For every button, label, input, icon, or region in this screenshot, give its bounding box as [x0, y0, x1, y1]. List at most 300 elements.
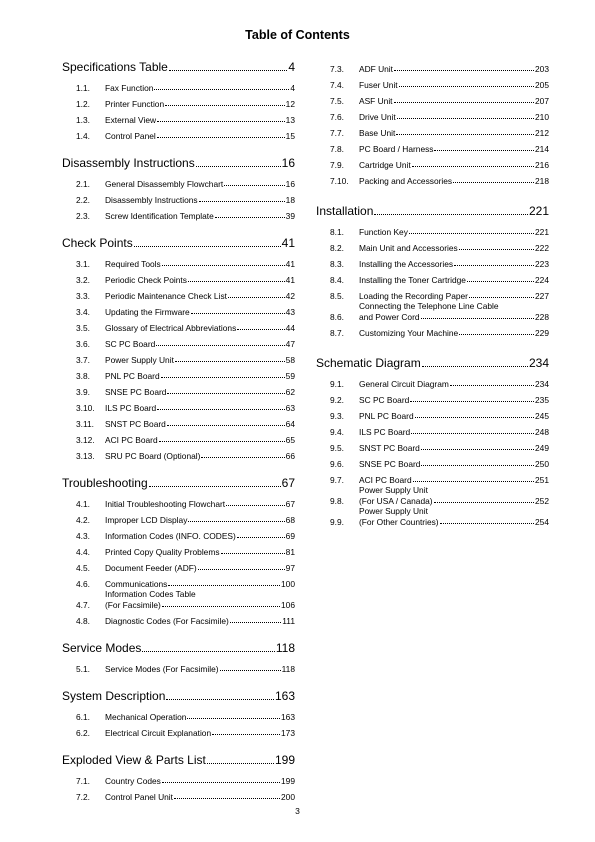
entry-label-wrap [105, 179, 295, 190]
toc-section [62, 234, 295, 461]
toc-section [316, 202, 549, 338]
entry-label-wrap [105, 589, 295, 610]
section-page-number: 118 [275, 641, 295, 655]
dot-leader [196, 166, 281, 167]
dot-leader [166, 699, 274, 700]
toc-entry[interactable] [316, 285, 549, 301]
toc-entry[interactable] [62, 189, 295, 205]
entry-number: 3.4. [76, 306, 90, 317]
toc-entry[interactable] [316, 269, 549, 285]
dot-leader [453, 182, 534, 183]
toc-section-heading[interactable] [62, 639, 295, 655]
section-page-number: 41 [281, 236, 295, 250]
dot-leader [459, 249, 534, 250]
entry-page-number: 249 [535, 442, 549, 453]
dot-leader [188, 281, 285, 282]
entry-page-number: 205 [535, 79, 549, 90]
toc-entry[interactable] [62, 541, 295, 557]
toc-entry[interactable] [62, 445, 295, 461]
entry-label-wrap [359, 411, 549, 422]
dot-leader [187, 718, 280, 719]
entry-number: 7.4. [330, 79, 344, 90]
entry-number: 9.7. [330, 474, 344, 485]
dot-leader [459, 334, 534, 335]
entry-page-number: 18 [285, 194, 295, 205]
entry-page-number: 250 [535, 458, 549, 469]
entry-label-wrap [359, 275, 549, 286]
entry-label-wrap [105, 563, 295, 574]
entry-label-continued [359, 517, 549, 528]
entry-page-number: 200 [281, 791, 295, 802]
entry-number: 3.13. [76, 450, 95, 461]
entry-label: Diagnostic Codes (For Facsimile) [105, 615, 229, 626]
section-title: Service Modes [62, 641, 142, 655]
entry-label: Fax Function [105, 82, 154, 93]
entry-page-number: 66 [285, 450, 295, 461]
toc-entry[interactable] [316, 405, 549, 421]
entry-label: ADF Unit [359, 63, 393, 74]
dot-leader [409, 233, 534, 234]
dot-leader [412, 166, 534, 167]
section-page-number: 234 [528, 356, 549, 370]
entry-page-number: 163 [281, 711, 295, 722]
dot-leader [396, 134, 534, 135]
entry-number: 4.3. [76, 530, 90, 541]
entry-label-line2: and Power Cord [359, 311, 420, 322]
dot-leader [201, 457, 284, 458]
entry-label: Printer Function [105, 98, 165, 109]
entry-label: SNSE PC Board [105, 386, 167, 397]
entry-number: 2.2. [76, 194, 90, 205]
entry-number: 4.2. [76, 514, 90, 525]
entry-number: 1.4. [76, 130, 90, 141]
entry-page-number: 81 [285, 546, 295, 557]
toc-entry[interactable] [62, 77, 295, 93]
entry-number: 1.2. [76, 98, 90, 109]
entry-label-wrap [105, 499, 295, 510]
toc-entry[interactable] [316, 389, 549, 405]
entry-label-wrap [359, 379, 549, 390]
toc-section-heading[interactable] [62, 58, 295, 74]
entry-page-number: 207 [535, 95, 549, 106]
toc-section [62, 58, 295, 141]
toc-entry[interactable] [316, 485, 549, 506]
entry-page-number: 106 [281, 599, 295, 610]
toc-entry[interactable] [62, 722, 295, 738]
entry-number: 4.8. [76, 615, 90, 626]
entry-label-wrap [359, 176, 549, 187]
entry-number: 3.12. [76, 434, 95, 445]
entry-number: 7.7. [330, 127, 344, 138]
dot-leader [440, 523, 534, 524]
entry-label-wrap [105, 776, 295, 787]
entry-number: 9.5. [330, 442, 344, 453]
toc-entry[interactable] [62, 397, 295, 413]
dot-leader [161, 377, 285, 378]
entry-label: Drive Unit [359, 111, 396, 122]
toc-entry[interactable] [62, 786, 295, 802]
dot-leader [156, 345, 284, 346]
entry-label-wrap [359, 112, 549, 123]
toc-entry[interactable] [62, 429, 295, 445]
entry-page-number: 111 [282, 615, 295, 626]
entry-label-wrap [359, 506, 549, 527]
entry-page-number: 13 [285, 114, 295, 125]
entry-page-number: 64 [285, 418, 295, 429]
toc-entry[interactable] [62, 706, 295, 722]
entry-label-wrap [105, 664, 295, 675]
toc-section-heading[interactable] [62, 751, 295, 767]
entry-label-wrap [105, 355, 295, 366]
entry-label: SC PC Board [359, 394, 410, 405]
entry-page-number: 214 [535, 143, 549, 154]
entry-page-number: 210 [535, 111, 549, 122]
dot-leader [450, 385, 534, 386]
entry-label: Information Codes Table [105, 589, 196, 599]
page-number: 3 [295, 806, 300, 816]
entry-label-wrap [105, 339, 295, 350]
entry-page-number: 65 [285, 434, 295, 445]
entry-label: Control Panel [105, 130, 156, 141]
dot-leader [413, 481, 534, 482]
toc-section [316, 58, 549, 186]
entry-number: 3.8. [76, 370, 90, 381]
entry-page-number: 15 [285, 130, 295, 141]
toc-entry[interactable] [62, 301, 295, 317]
entry-label: Periodic Maintenance Check List [105, 290, 227, 301]
entry-label: Mechanical Operation [105, 711, 187, 722]
entry-label-wrap [359, 328, 549, 339]
entry-page-number: 173 [281, 727, 295, 738]
toc-section-heading[interactable] [62, 154, 295, 170]
entry-number: 9.6. [330, 458, 344, 469]
entry-number: 7.3. [330, 63, 344, 74]
entry-label: PC Board / Harness [359, 143, 434, 154]
entry-number: 1.3. [76, 114, 90, 125]
toc-entry[interactable] [316, 469, 549, 485]
entry-label: Fuser Unit [359, 79, 398, 90]
entry-label: SNSE PC Board [359, 458, 421, 469]
entry-page-number: 58 [285, 354, 295, 365]
toc-entry[interactable] [316, 106, 549, 122]
entry-label: PNL PC Board [359, 410, 414, 421]
entry-label: Power Supply Unit [105, 354, 174, 365]
dot-leader [226, 505, 285, 506]
entry-page-number: 227 [535, 290, 549, 301]
entry-number: 6.1. [76, 711, 90, 722]
entry-label-wrap [105, 371, 295, 382]
entry-label-wrap [105, 712, 295, 723]
entry-number: 4.1. [76, 498, 90, 509]
section-page-number: 67 [281, 476, 295, 490]
toc-entry[interactable] [62, 317, 295, 333]
toc-entry[interactable] [62, 557, 295, 573]
section-title: Disassembly Instructions [62, 156, 195, 170]
entry-number: 7.10. [330, 175, 349, 186]
section-page-number: 163 [274, 689, 295, 703]
dot-leader [169, 70, 287, 71]
entry-number: 8.7. [330, 327, 344, 338]
dot-leader [394, 102, 535, 103]
entry-label: External View [105, 114, 157, 125]
toc-entry[interactable] [62, 253, 295, 269]
toc-entry[interactable] [316, 58, 549, 74]
page-title: Table of Contents [245, 28, 350, 42]
entry-label-continued [359, 312, 549, 323]
entry-label-wrap [105, 403, 295, 414]
dot-leader [212, 734, 280, 735]
dot-leader [374, 214, 528, 215]
toc-entry[interactable] [62, 573, 295, 589]
entry-label-wrap [359, 395, 549, 406]
toc-section [62, 751, 295, 802]
toc-entry[interactable] [62, 269, 295, 285]
entry-number: 4.5. [76, 562, 90, 573]
section-title: Troubleshooting [62, 476, 148, 490]
entry-label: Service Modes (For Facsimile) [105, 663, 219, 674]
toc-entry[interactable] [316, 506, 549, 527]
entry-page-number: 224 [535, 274, 549, 285]
toc-entry[interactable] [316, 301, 549, 322]
entry-label-wrap [105, 291, 295, 302]
entry-number: 8.3. [330, 258, 344, 269]
entry-label-wrap [105, 579, 295, 590]
dot-leader [154, 89, 289, 90]
section-title: Schematic Diagram [316, 356, 421, 370]
section-title: Specifications Table [62, 60, 168, 74]
entry-label-wrap [359, 427, 549, 438]
toc-section-heading[interactable] [316, 202, 549, 218]
entry-label-wrap [359, 291, 549, 302]
entry-label-wrap [105, 792, 295, 803]
toc-entry[interactable] [62, 285, 295, 301]
entry-label-continued [105, 600, 295, 611]
entry-label: Printed Copy Quality Problems [105, 546, 220, 557]
entry-number: 3.2. [76, 274, 90, 285]
entry-label: Updating the Firmware [105, 306, 190, 317]
entry-label: General Disassembly Flowchart [105, 178, 224, 189]
entry-page-number: 16 [285, 178, 295, 189]
toc-entry[interactable] [316, 221, 549, 237]
entry-label: SRU PC Board (Optional) [105, 450, 201, 461]
entry-label-continued [359, 496, 549, 507]
dot-leader [411, 433, 534, 434]
toc-section-heading[interactable] [316, 354, 549, 370]
section-title: Installation [316, 204, 374, 218]
entry-label: ASF Unit [359, 95, 393, 106]
toc-entry[interactable] [62, 509, 295, 525]
dot-leader [175, 361, 285, 362]
dot-leader [168, 585, 280, 586]
entry-label-wrap [359, 475, 549, 486]
entry-number: 3.9. [76, 386, 90, 397]
toc-entry[interactable] [62, 173, 295, 189]
entry-number: 9.9. [330, 516, 344, 527]
toc-entry[interactable] [316, 122, 549, 138]
entry-number: 3.3. [76, 290, 90, 301]
entry-number: 7.8. [330, 143, 344, 154]
entry-label: ILS PC Board [359, 426, 411, 437]
toc-entry[interactable] [62, 610, 295, 626]
toc-entry[interactable] [316, 322, 549, 338]
dot-leader [415, 417, 534, 418]
entry-page-number: 245 [535, 410, 549, 421]
entry-page-number: 216 [535, 159, 549, 170]
toc-entry[interactable] [62, 525, 295, 541]
dot-leader [142, 651, 274, 652]
entry-page-number: 97 [285, 562, 295, 573]
toc-entry[interactable] [316, 154, 549, 170]
toc-entry[interactable] [62, 589, 295, 610]
toc-entry[interactable] [316, 90, 549, 106]
entry-label: Main Unit and Accessories [359, 242, 458, 253]
entry-number: 3.7. [76, 354, 90, 365]
toc-section-heading[interactable] [62, 687, 295, 703]
toc-entry[interactable] [62, 381, 295, 397]
dot-leader [157, 409, 284, 410]
dot-leader [421, 449, 534, 450]
entry-label: Glossary of Electrical Abbreviations [105, 322, 237, 333]
entry-page-number: 43 [285, 306, 295, 317]
toc-section [62, 687, 295, 738]
entry-label: ILS PC Board [105, 402, 157, 413]
toc-entry[interactable] [62, 365, 295, 381]
entry-label: ACI PC Board [105, 434, 158, 445]
entry-page-number: 4 [290, 82, 295, 93]
toc-section-heading[interactable] [62, 234, 295, 250]
toc-entry[interactable] [316, 373, 549, 389]
section-page-number: 16 [281, 156, 295, 170]
toc-entry[interactable] [62, 125, 295, 141]
entry-label-wrap [105, 115, 295, 126]
entry-label-wrap [105, 211, 295, 222]
entry-page-number: 41 [285, 258, 295, 269]
entry-label: Function Key [359, 226, 408, 237]
entry-label-wrap [359, 259, 549, 270]
entry-number: 9.3. [330, 410, 344, 421]
entry-label: PNL PC Board [105, 370, 160, 381]
toc-entry[interactable] [316, 253, 549, 269]
dot-leader [434, 150, 534, 151]
entry-number: 2.1. [76, 178, 90, 189]
entry-number: 3.11. [76, 418, 95, 429]
entry-label-wrap [359, 459, 549, 470]
entry-number: 2.3. [76, 210, 90, 221]
entry-page-number: 44 [285, 322, 295, 333]
toc-entry[interactable] [316, 421, 549, 437]
toc-entry[interactable] [316, 237, 549, 253]
entry-label: SC PC Board [105, 338, 156, 349]
entry-label: Cartridge Unit [359, 159, 411, 170]
entry-number: 9.4. [330, 426, 344, 437]
entry-number: 5.1. [76, 663, 90, 674]
toc-entry[interactable] [316, 453, 549, 469]
dot-leader [215, 217, 285, 218]
entry-label-wrap [105, 531, 295, 542]
entry-label-wrap [105, 259, 295, 270]
entry-number: 8.2. [330, 242, 344, 253]
entry-label: Periodic Check Points [105, 274, 187, 285]
dot-leader [434, 502, 534, 503]
entry-label-wrap [359, 485, 549, 506]
toc-entry[interactable] [62, 493, 295, 509]
entry-page-number: 203 [535, 63, 549, 74]
entry-label-wrap [105, 195, 295, 206]
entry-label: Packing and Accessories [359, 175, 453, 186]
section-title: System Description [62, 689, 166, 703]
dot-leader [421, 465, 534, 466]
dot-leader [399, 86, 534, 87]
entry-label-wrap [105, 547, 295, 558]
dot-leader [198, 569, 285, 570]
entry-page-number: 63 [285, 402, 295, 413]
entry-page-number: 234 [535, 378, 549, 389]
entry-page-number: 218 [535, 175, 549, 186]
toc-entry[interactable] [316, 138, 549, 154]
dot-leader [228, 297, 285, 298]
entry-page-number: 199 [281, 775, 295, 786]
toc-entry[interactable] [62, 658, 295, 674]
entry-label-wrap [105, 515, 295, 526]
entry-number: 3.10. [76, 402, 95, 413]
toc-entry[interactable] [62, 109, 295, 125]
entry-label-wrap [105, 99, 295, 110]
entry-page-number: 12 [285, 98, 295, 109]
entry-label-wrap [359, 128, 549, 139]
toc-entry[interactable] [62, 93, 295, 109]
toc-section [62, 154, 295, 221]
toc-entry[interactable] [62, 205, 295, 221]
entry-page-number: 67 [285, 498, 295, 509]
entry-number: 7.5. [330, 95, 344, 106]
dot-leader [157, 137, 285, 138]
entry-number: 8.5. [330, 290, 344, 301]
dot-leader [162, 606, 280, 607]
entry-page-number: 222 [535, 242, 549, 253]
entry-page-number: 68 [285, 514, 295, 525]
entry-label: SNST PC Board [359, 442, 420, 453]
dot-leader [237, 329, 284, 330]
entry-page-number: 42 [285, 290, 295, 301]
toc-section [62, 639, 295, 674]
toc-entry[interactable] [62, 349, 295, 365]
dot-leader [134, 246, 281, 247]
entry-label: Power Supply Unit [359, 506, 428, 516]
toc-entry[interactable] [62, 413, 295, 429]
entry-number: 8.1. [330, 226, 344, 237]
entry-label-line2: (For USA / Canada) [359, 495, 433, 506]
dot-leader [224, 185, 284, 186]
entry-label-line2: (For Facsimile) [105, 599, 161, 610]
toc-section-heading[interactable] [62, 474, 295, 490]
entry-label: Screw Identification Template [105, 210, 214, 221]
toc-entry[interactable] [316, 437, 549, 453]
toc-entry[interactable] [62, 333, 295, 349]
dot-leader [394, 70, 534, 71]
dot-leader [454, 265, 534, 266]
entry-label: SNST PC Board [105, 418, 166, 429]
toc-entry[interactable] [316, 170, 549, 186]
section-page-number: 199 [274, 753, 295, 767]
entry-label-wrap [105, 451, 295, 462]
entry-label-wrap [105, 323, 295, 334]
entry-label-wrap [105, 728, 295, 739]
toc-entry[interactable] [316, 74, 549, 90]
dot-leader [162, 265, 285, 266]
toc-entry[interactable] [62, 770, 295, 786]
entry-number: 1.1. [76, 82, 90, 93]
entry-label: Loading the Recording Paper [359, 290, 468, 301]
